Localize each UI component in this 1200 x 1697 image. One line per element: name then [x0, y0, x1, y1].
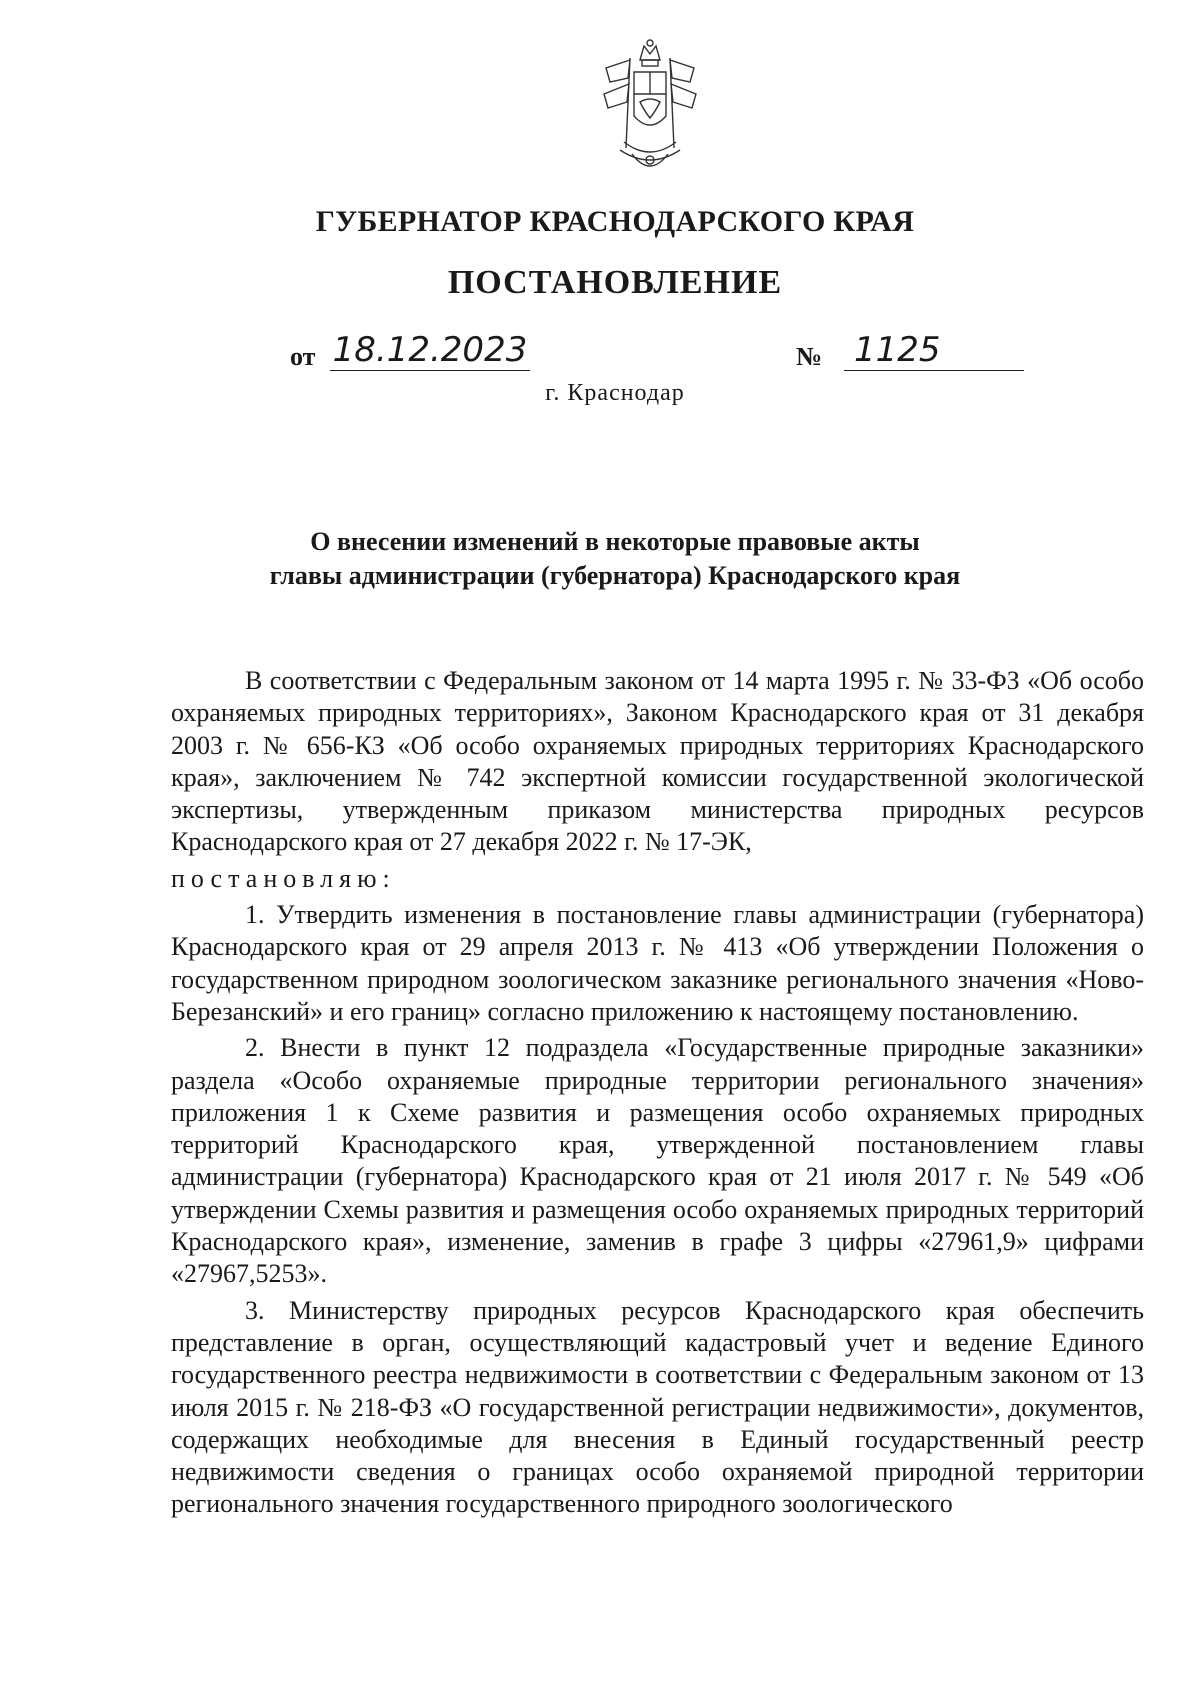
decree-word: постановляю:	[171, 863, 396, 893]
document-body	[171, 665, 1144, 1525]
item-1-paragraph: 1. Утвердить изменения в постановление главы администрации (губернатора) Краснодарского края от 29 апреля 2013 г. № 413 «Об утверждении Положения о государственном природном зоологическом заказнике регионального значения «Ново-Березанский» и его границ» согласно приложению к настоящему постановлению.	[171, 900, 1144, 1026]
number-value: 1125	[844, 330, 1024, 371]
preamble-paragraph: В соответствии с Федеральным законом от 14 марта 1995 г. № 33-ФЗ «Об особо охраняемых природных территориях», Законом Краснодарского края от 31 декабря 2003 г. № 656-КЗ «Об особо охраняемых природных территориях Краснодарского края», заключением № 742 экспертной комиссии государственной экологической экспертизы, утвержденным приказом министерства природных ресурсов Краснодарского края от 27 декабря 2022 г. № 17-ЭК,	[171, 666, 1144, 857]
authority-name: ГУБЕРНАТОР КРАСНОДАРСКОГО КРАЯ	[315, 205, 915, 238]
coat-of-arms-emblem	[600, 38, 700, 188]
item-3-paragraph: 3. Министерству природных ресурсов Краснодарского края обеспечить представление в орган, осуществляющий кадастровый учет и ведение Единого государственного реестра недвижимости в соответствии с Федеральным законом от 13 июля 2015 г. № 218-ФЗ «О государственной регистрации недвижимости», документов, содержащих необходимые для внесения в Единый государственный реестр недвижимости сведения о границах особо охраняемой природной территории регионального значения государственного природного зоологического	[171, 1295, 1144, 1519]
title-line-1: О внесении изменений в некоторые правовые акты	[310, 527, 920, 556]
decree-word-paragraph	[171, 863, 1144, 895]
title-line-2: главы администрации (губернатора) Краснодарского края	[269, 561, 961, 590]
date-prefix: от	[290, 342, 316, 371]
number-prefix: №	[796, 342, 823, 371]
document-type: ПОСТАНОВЛЕНИЕ	[447, 264, 783, 301]
document-title	[0, 525, 1200, 593]
item-2-paragraph: 2. Внести в пункт 12 подраздела «Государственные природные заказники» раздела «Особо охраняемые природные территории регионального значения» приложения 1 к Схеме развития и размещения особо охраняемых природных территорий Краснодарского края, утвержденной постановлением главы администрации (губернатора) Краснодарского края от 21 июля 2017 г. № 549 «Об утверждении Схемы развития и размещения особо охраняемых природных территорий Краснодарского края», изменение, заменив в графе 3 цифры «27961,9» цифрами «27967,5253».	[171, 1033, 1144, 1289]
city: г. Краснодар	[545, 380, 685, 406]
date-value: 18.12.2023	[330, 330, 530, 371]
date-number-line	[290, 330, 1040, 380]
